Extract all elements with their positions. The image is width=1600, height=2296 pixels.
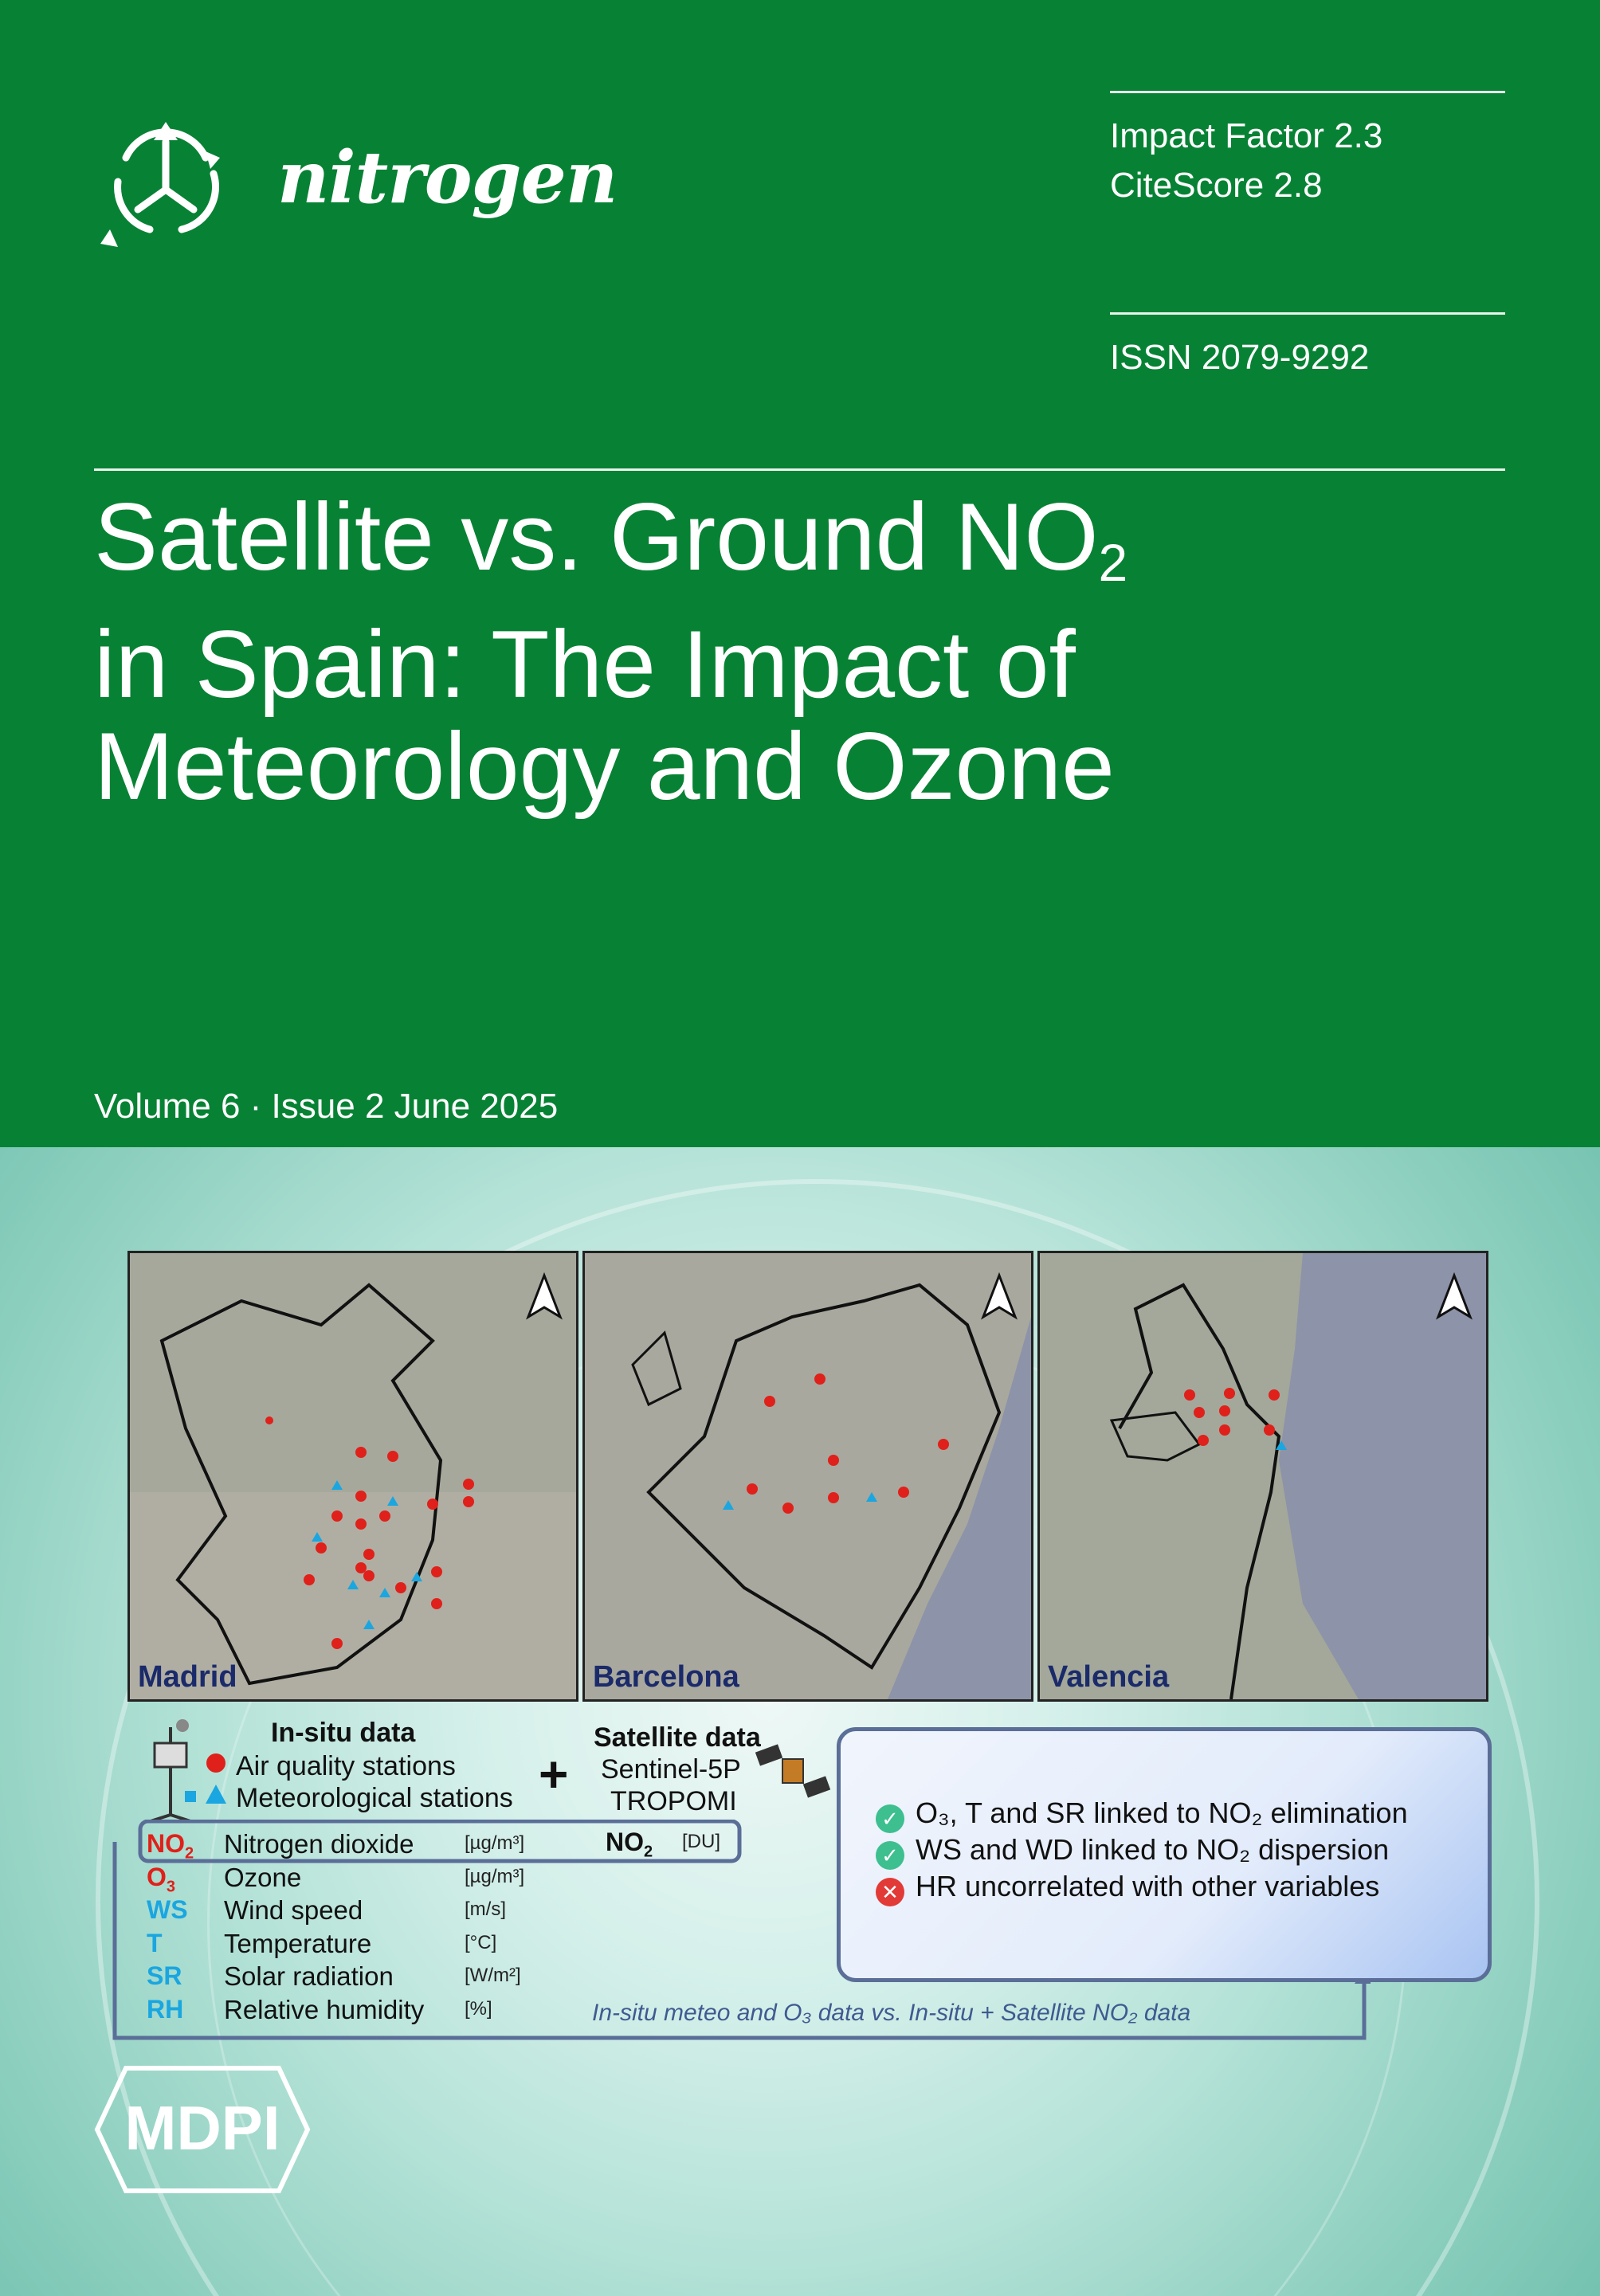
- variable-unit: [°C]: [465, 1931, 497, 1953]
- variable-name: Ozone: [224, 1862, 302, 1892]
- map-valencia: [1037, 1251, 1488, 1702]
- issn: ISSN 2079-9292: [1110, 338, 1370, 377]
- map-label-barcelona: Barcelona: [593, 1660, 739, 1694]
- variable-symbol: $O_3$: [147, 1862, 176, 1895]
- divider: [1110, 312, 1505, 315]
- map-madrid: [127, 1251, 578, 1702]
- check-icon: ✓: [876, 1804, 904, 1833]
- title-line-3: Meteorology and Ozone: [94, 713, 1115, 820]
- svg-text:MDPI: MDPI: [124, 2093, 280, 2163]
- variable-unit: [W/m²]: [465, 1965, 521, 1986]
- impact-factor: Impact Factor 2.3: [1110, 116, 1383, 155]
- variable-name: Wind speed: [224, 1895, 363, 1925]
- variable-symbol: SR: [147, 1961, 182, 1990]
- satellite-no2-label: $NO_2$: [606, 1828, 653, 1861]
- comparison-caption: In-situ meteo and O₃ data vs. In-situ + Satellite NO₂ data: [592, 2000, 1191, 2026]
- weather-station-icon: [139, 1711, 202, 1823]
- results-box: [837, 1727, 1492, 1982]
- variable-name: Temperature: [224, 1928, 372, 1958]
- title-line-1: Satellite vs. Ground NO: [94, 484, 1099, 590]
- variable-symbol: RH: [147, 1994, 184, 2024]
- title-subscript: 2: [1098, 533, 1128, 592]
- result-text: HR uncorrelated with other variables: [916, 1870, 1380, 1902]
- result-item: [876, 1870, 1379, 1906]
- meteo-marker-icon: [204, 1783, 228, 1807]
- legend-air-quality: Air quality stations: [236, 1751, 456, 1781]
- variable-unit: [%]: [465, 1997, 492, 2020]
- check-icon: ✓: [876, 1841, 904, 1870]
- variable-symbol: T: [147, 1928, 163, 1957]
- variable-name: Nitrogen dioxide: [224, 1829, 414, 1859]
- variable-unit: [µg/m³]: [465, 1832, 525, 1854]
- satellite-icon: [755, 1737, 832, 1808]
- insitu-title: In-situ data: [271, 1718, 416, 1748]
- result-text: WS and WD linked to NO₂ dispersion: [916, 1833, 1390, 1866]
- cover-header: [0, 0, 1600, 1147]
- legend-meteo: Meteorological stations: [236, 1783, 513, 1813]
- mdpi-logo: [94, 2063, 311, 2196]
- air-quality-marker-icon: [204, 1751, 228, 1775]
- result-text: O₃, T and SR linked to NO₂ elimination: [916, 1796, 1408, 1829]
- variable-name: Relative humidity: [224, 1994, 425, 2024]
- variable-name: Solar radiation: [224, 1961, 394, 1991]
- plus-sign: +: [539, 1746, 569, 1803]
- madrid-map-graphic: [130, 1253, 576, 1699]
- satellite-title: Satellite data: [594, 1722, 761, 1753]
- result-item: [876, 1796, 1408, 1833]
- variable-symbol: $NO_2$: [147, 1829, 194, 1863]
- divider: [94, 468, 1505, 471]
- divider: [1110, 91, 1505, 93]
- title-line-2: in Spain: The Impact of: [94, 611, 1076, 718]
- result-item: [876, 1833, 1389, 1870]
- map-barcelona: [582, 1251, 1033, 1702]
- valencia-map-graphic: [1040, 1253, 1486, 1699]
- barcelona-map-graphic: [585, 1253, 1031, 1699]
- map-label-valencia: Valencia: [1048, 1660, 1170, 1694]
- variable-unit: [µg/m³]: [465, 1865, 525, 1887]
- variable-symbol: WS: [147, 1895, 188, 1924]
- nitrogen-cycle-icon: [94, 110, 237, 253]
- volume-issue: Volume 6 · Issue 2 June 2025: [94, 1087, 559, 1126]
- satellite-no2-unit: [DU]: [682, 1831, 720, 1852]
- satellite-line-1: Sentinel-5P: [601, 1754, 741, 1785]
- citescore: CiteScore 2.8: [1110, 166, 1323, 205]
- cross-icon: ✕: [876, 1878, 904, 1906]
- article-title: [94, 484, 1210, 820]
- satellite-line-2: TROPOMI: [610, 1786, 737, 1816]
- variable-unit: [m/s]: [465, 1898, 506, 1920]
- journal-name: nitrogen: [277, 135, 618, 220]
- map-label-madrid: Madrid: [138, 1660, 237, 1694]
